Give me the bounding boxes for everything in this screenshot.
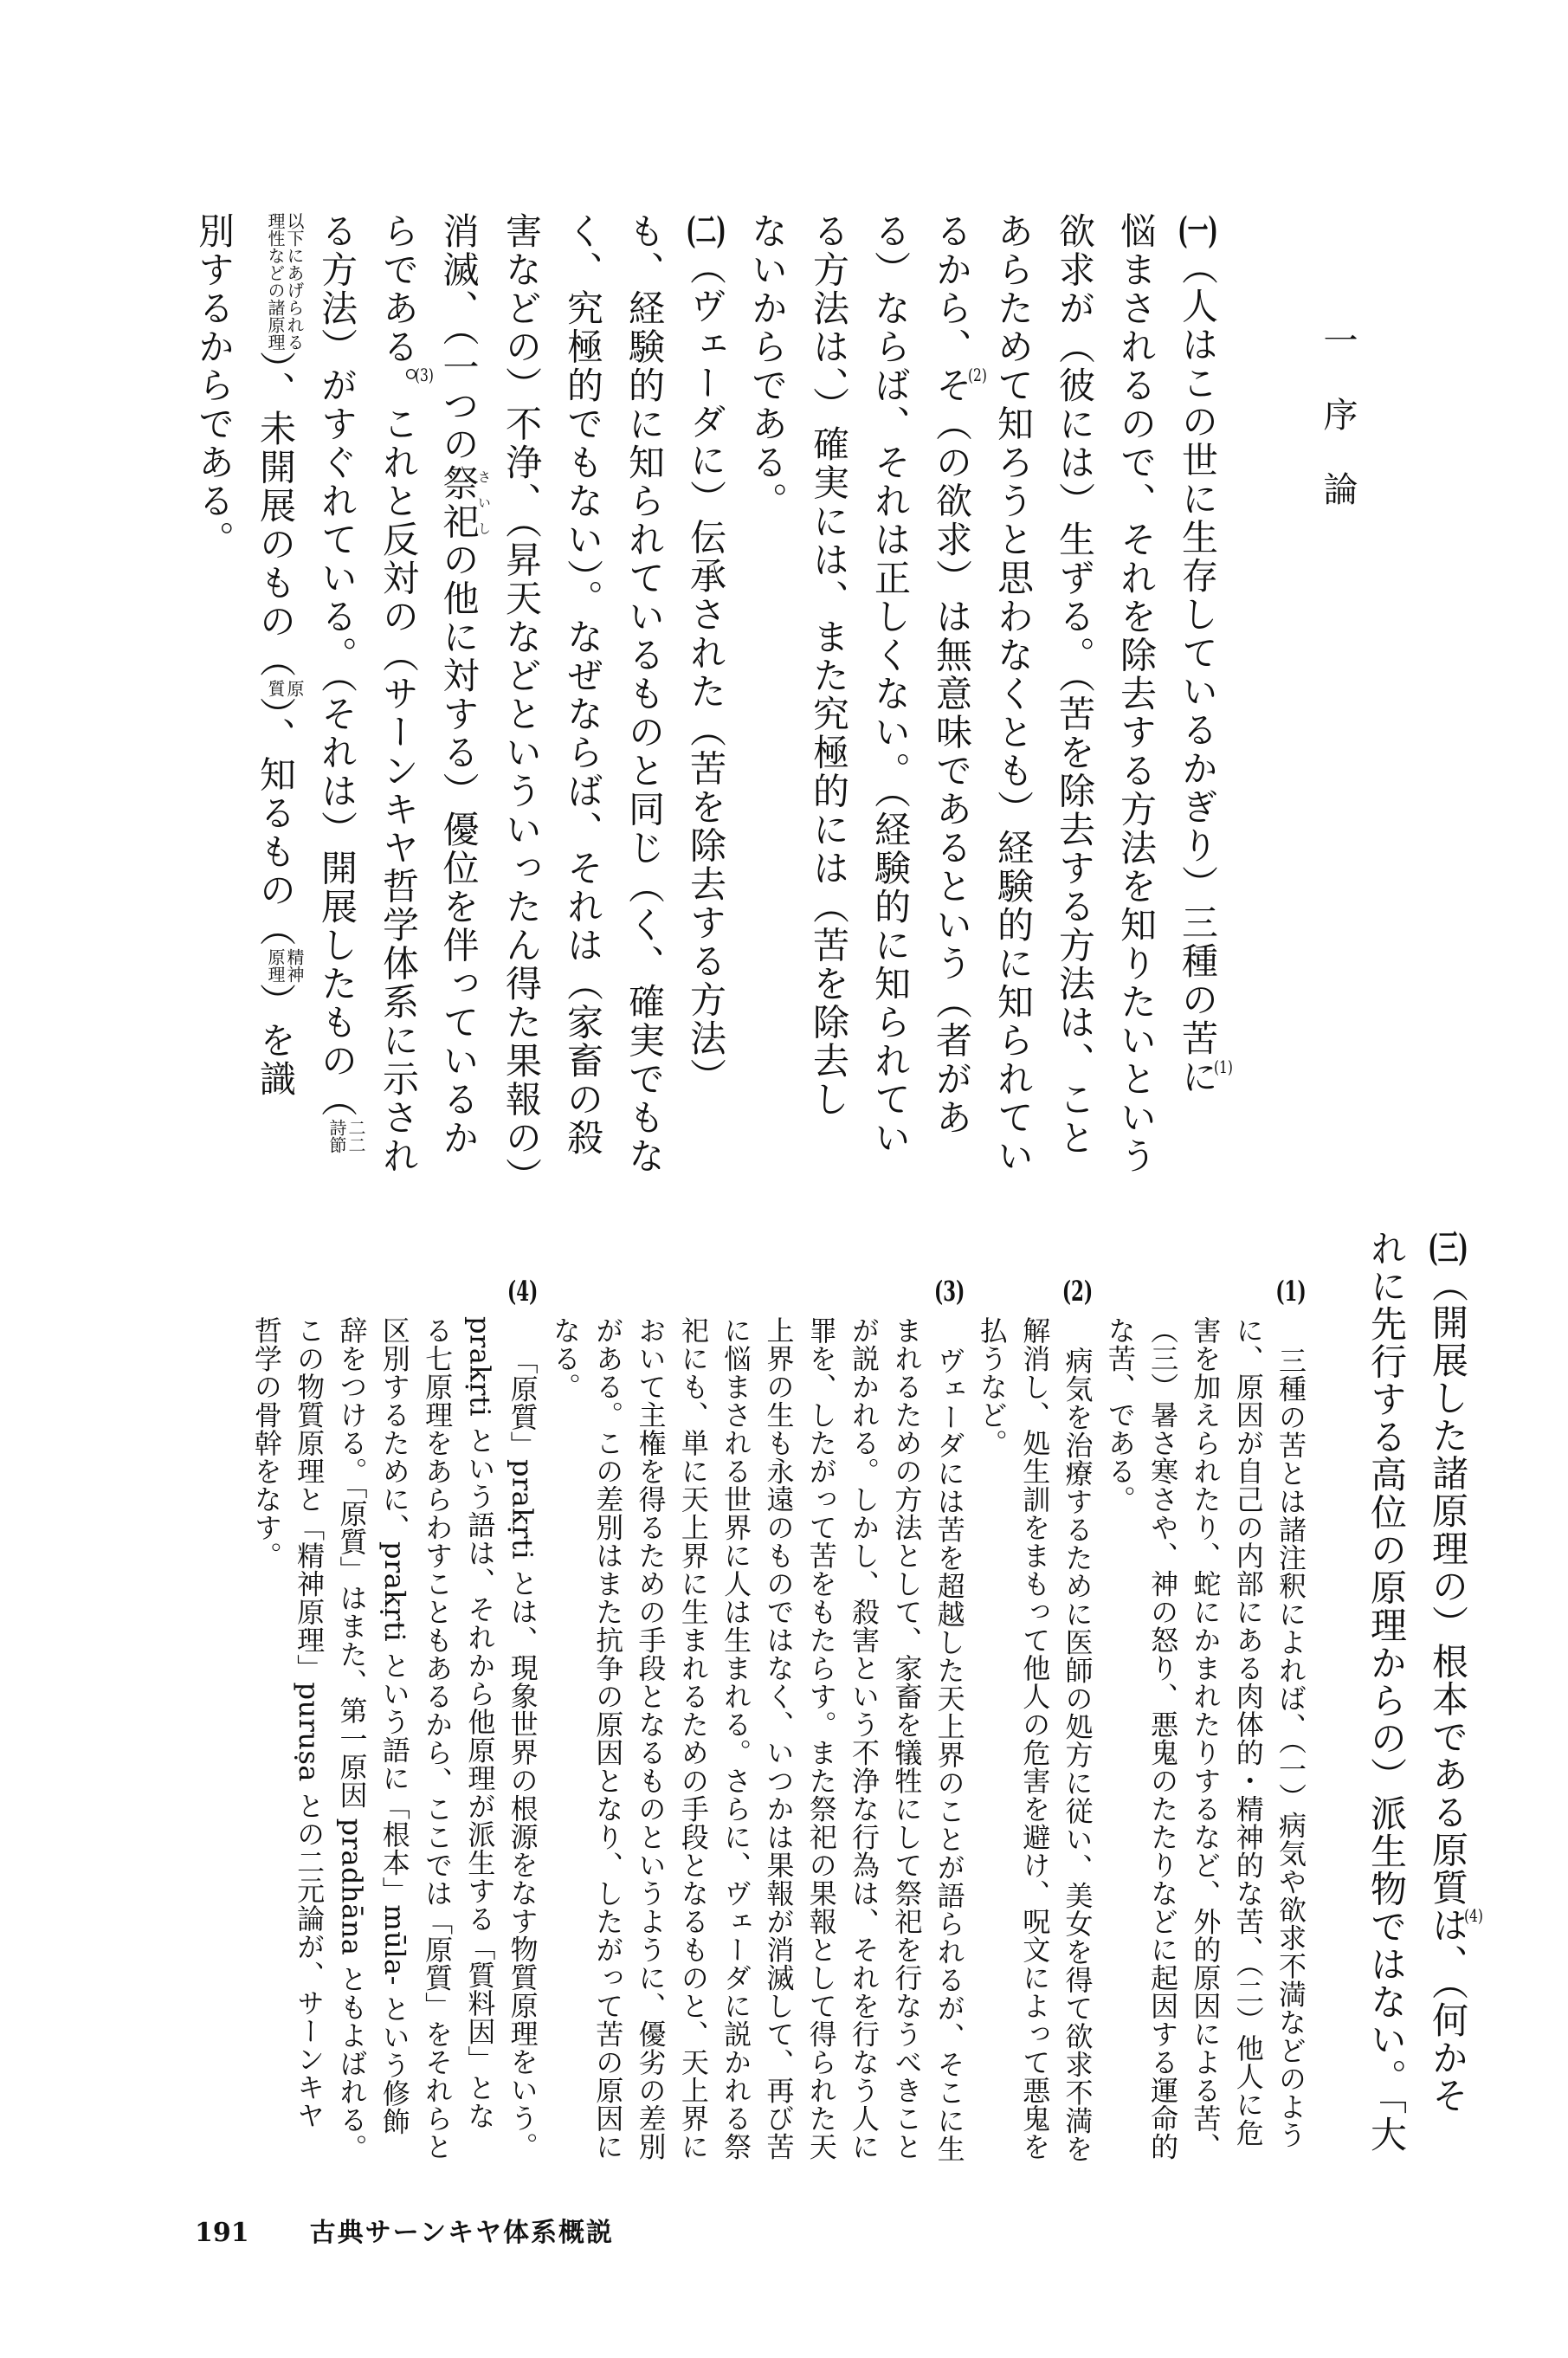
footnote-line: [842, 1277, 885, 2163]
footnote-line: [586, 1277, 629, 2163]
footnote-line: [629, 1277, 671, 2163]
text-run: 別するからである。: [193, 212, 236, 559]
text-line: [921, 212, 987, 1196]
text-line: [860, 212, 921, 1196]
text-line: [307, 212, 368, 1196]
footnote-text: なる。: [548, 1316, 582, 1401]
paragraph-number: (二): [686, 212, 726, 249]
footnote-ref: (3): [415, 366, 434, 384]
text-line: [983, 212, 1044, 1196]
footnote-text: 病気を治療するために医師の処方に従い、美女を得て欲求不満を: [1061, 1347, 1094, 2163]
text-run: 悩まされるので、それを除去する方法を知りたいという: [1115, 212, 1158, 1176]
footnote-text: な苦、である。: [1103, 1316, 1137, 1514]
text-run: （人はこの世に生存しているかぎり）三種の苦: [1177, 249, 1219, 1058]
text-run: 欲求が（彼には）生ずる。（苦を除去する方法は、こと: [1054, 212, 1096, 1158]
footnote-number: (3): [934, 1277, 965, 1305]
text-run: も、経験的に知られているものと同じ（く、確実でもな: [623, 212, 666, 1176]
main-text-upper: [184, 212, 1233, 1196]
page-footer: [195, 2211, 614, 2249]
footnote-ref: (1): [1214, 1057, 1233, 1076]
text-line: [552, 212, 614, 1196]
text-run: る）ならば、それは正しくない。（経験的に知られてい: [869, 212, 912, 1158]
text-line: [368, 212, 434, 1196]
annotation-line: 二二: [345, 1119, 366, 1153]
footnote-line: [500, 1277, 543, 2163]
section-heading: [1307, 322, 1368, 546]
text-run: る方法は、）確実には、また究極的には（苦を除去し: [808, 212, 850, 1119]
footnote-line: [799, 1277, 842, 2163]
footnote-text: に悩まされる世界に人は生まれる。さらに、ヴェーダに説かれる祭: [719, 1316, 753, 2161]
inline-annotation: [266, 948, 304, 983]
footnote-text: 三種の苦とは諸注釈によれば、（一）病気や欲求不満などのよう: [1274, 1347, 1307, 2149]
footnote-text: 区別するために、prakṛti という語に「根本」mūla- という修飾: [377, 1316, 411, 2136]
footnote-line: [245, 1277, 287, 2163]
text-line: [1167, 212, 1233, 1196]
footnote-text: が説かれる。しかし、殺害という不浄な行為は、それを行なう人に: [848, 1316, 881, 2161]
text-run: は、（何かそ: [1427, 1906, 1469, 2115]
footnote-text: ヴェーダには苦を超越した天上界のことが語られるが、そこに生: [932, 1347, 966, 2163]
footnote-marker: [927, 1277, 970, 1347]
footnote-line: [885, 1277, 927, 2163]
page-number: 191: [195, 2218, 249, 2248]
footnote-text: この物質原理と「精神原理」puruṣa との二元論が、サーンキヤ: [293, 1316, 326, 2129]
footnote-line: [1141, 1277, 1184, 2163]
text-line: [1106, 212, 1167, 1196]
footnote-ref: (4): [1464, 1906, 1483, 1924]
footnote-line: [287, 1277, 330, 2163]
footnote-marker: [500, 1277, 543, 1347]
footnote-line: [1226, 1277, 1268, 2163]
annotation-line: 詩節: [326, 1119, 347, 1153]
text-run: あらためて知ろうと思わなくとも）経験的に知られてい: [992, 212, 1035, 1176]
annotation-line: 精神: [284, 948, 305, 983]
ruby-reading: さいし: [476, 463, 492, 541]
inline-annotation: [266, 212, 304, 351]
footnote-line: [1184, 1277, 1226, 2163]
footnote-line: [1269, 1277, 1312, 2163]
text-run: ）を識: [255, 983, 297, 1099]
running-title: 古典サーンキヤ体系概説: [309, 2218, 615, 2248]
text-line: [675, 212, 737, 1196]
text-run: く、究極的でもない）。なぜならば、それは（家畜の殺: [562, 212, 604, 1158]
section-title: 序論: [1318, 397, 1358, 546]
footnote-text: 解消し、処生訓をまもって他人の危害を避け、呪文によって悪鬼を: [1018, 1316, 1052, 2161]
text-line: [614, 212, 675, 1196]
footnote-text: 祀にも、単に天上界に生まれるための手段となるものと、天上界に: [676, 1316, 710, 2161]
footnote-text: （三）暑さ寒さや、神の怒り、悪鬼のたたりなどに起因する運命的: [1146, 1316, 1180, 2161]
text-run: 害などの）不浄、（昇天などといういったん得た果報の）: [500, 212, 543, 1196]
footnote-line: [416, 1277, 458, 2163]
annotation-line: 質: [265, 679, 286, 697]
footnote-line: [672, 1277, 714, 2163]
text-run: ないからである。: [746, 212, 789, 520]
footnote-text: 害を加えられたり、蛇にかまれたりするなど、外的原因による苦、: [1189, 1316, 1223, 2161]
annotation-line: 理性などの諸原理: [265, 212, 286, 351]
text-line: [1044, 212, 1106, 1196]
text-run: （ヴェーダに）伝承された（苦を除去する方法）: [685, 249, 727, 1096]
footnote-line: [971, 1277, 1013, 2163]
text-run: （開展した諸原理の）根本である原質: [1427, 1266, 1469, 1907]
footnote-text: に、原因が自己の内部にある肉体的・精神的な苦、（二）他人に危: [1231, 1316, 1265, 2147]
ruby-text: [437, 463, 492, 541]
text-line: [1417, 1230, 1483, 2154]
text-line: [184, 212, 245, 1196]
footnote-text: prakṛti という語は、それから他原理が派生する「質料因」とな: [463, 1316, 497, 2130]
annotation-line: 原理: [265, 948, 286, 983]
ruby-base: 祭祀: [437, 463, 481, 541]
footnote-line: [372, 1277, 415, 2163]
footnote-text: 上界の生も永遠のものではなく、いつかは果報が消滅して、再び苦: [762, 1316, 796, 2161]
footnote-line: [757, 1277, 799, 2163]
footnote-text: 哲学の骨幹をなす。: [249, 1316, 283, 1570]
text-run: ）、知るもの（: [255, 696, 297, 948]
text-run: 消滅、（一つの: [437, 212, 481, 464]
text-run: ）、未開展のもの（: [255, 351, 297, 680]
text-run: の他に対する）優位を伴っているか: [437, 540, 481, 1158]
text-run: に: [1177, 1057, 1219, 1096]
section-number: 一: [1318, 322, 1358, 357]
paragraph-number: (三): [1428, 1230, 1468, 1266]
footnote-marker: [1269, 1277, 1312, 1347]
footnote-text: がある。この差別はまた抗争の原因となり、したがって苦の原因に: [591, 1316, 625, 2161]
footnote-line: [714, 1277, 757, 2163]
footnote-marker: [1055, 1277, 1098, 1347]
footnote-line: [927, 1277, 970, 2163]
main-text-lower: [1356, 1230, 1483, 2154]
annotation-line: 原: [284, 679, 305, 697]
footnote-number: (2): [1061, 1277, 1094, 1305]
text-line: [429, 212, 491, 1196]
footnote-line: [1055, 1277, 1098, 2163]
footnote-line: [1099, 1277, 1141, 2163]
text-run: れに先行する高位の原理からの）派生物ではない。「大: [1365, 1230, 1408, 2154]
text-line: [245, 212, 307, 1196]
text-run: る方法）がすぐれている。（それは）開展したもの（: [316, 212, 358, 1119]
footnote-text: おいて主権を得るための手段となるものというように、優劣の差別: [634, 1316, 668, 2161]
text-run: 。これと反対の（サーンキヤ哲学体系に示され: [377, 366, 420, 1176]
footnote-text: る七原理をあらわすこともあるから、ここでは「原質」をそれらと: [421, 1316, 455, 2161]
text-run: そ（の欲求）は無意味であるという（者があ: [931, 366, 973, 1137]
footnote-number: (1): [1275, 1277, 1307, 1305]
annotation-line: 以下にあげられる: [284, 212, 305, 351]
footnote-number: (4): [507, 1277, 539, 1305]
footnote-text: 払うなど。: [975, 1316, 1009, 1457]
text-line: [737, 212, 798, 1196]
footnote-line: [1013, 1277, 1055, 2163]
footnote-text: 「原質」prakṛti とは、現象世界の根源をなす物質原理をいう。: [506, 1347, 539, 2161]
footnote-text: 罪を、したがって苦をもたらす。また祭祀の果報として得られた天: [804, 1316, 838, 2161]
paragraph-number: (一): [1178, 212, 1218, 249]
text-run: らである: [377, 212, 420, 366]
footnote-ref: (2): [968, 366, 987, 384]
footnote-line: [330, 1277, 372, 2163]
footnote-line: [458, 1277, 500, 2163]
text-line: [491, 212, 552, 1196]
text-run: るから、: [931, 212, 973, 366]
inline-annotation: [266, 680, 304, 697]
text-line: [1356, 1230, 1417, 2154]
inline-annotation: [327, 1119, 365, 1153]
footnote-text: まれるための方法として、家畜を犠牲にして祭祀を行なうべきこと: [890, 1316, 924, 2161]
footnote-text: 辞をつける。「原質」はまた、第一原因 pradhāna ともよばれる。: [335, 1316, 369, 2162]
footnote-line: [544, 1277, 586, 2163]
text-line: [798, 212, 860, 1196]
footnotes: [245, 1277, 1312, 2163]
